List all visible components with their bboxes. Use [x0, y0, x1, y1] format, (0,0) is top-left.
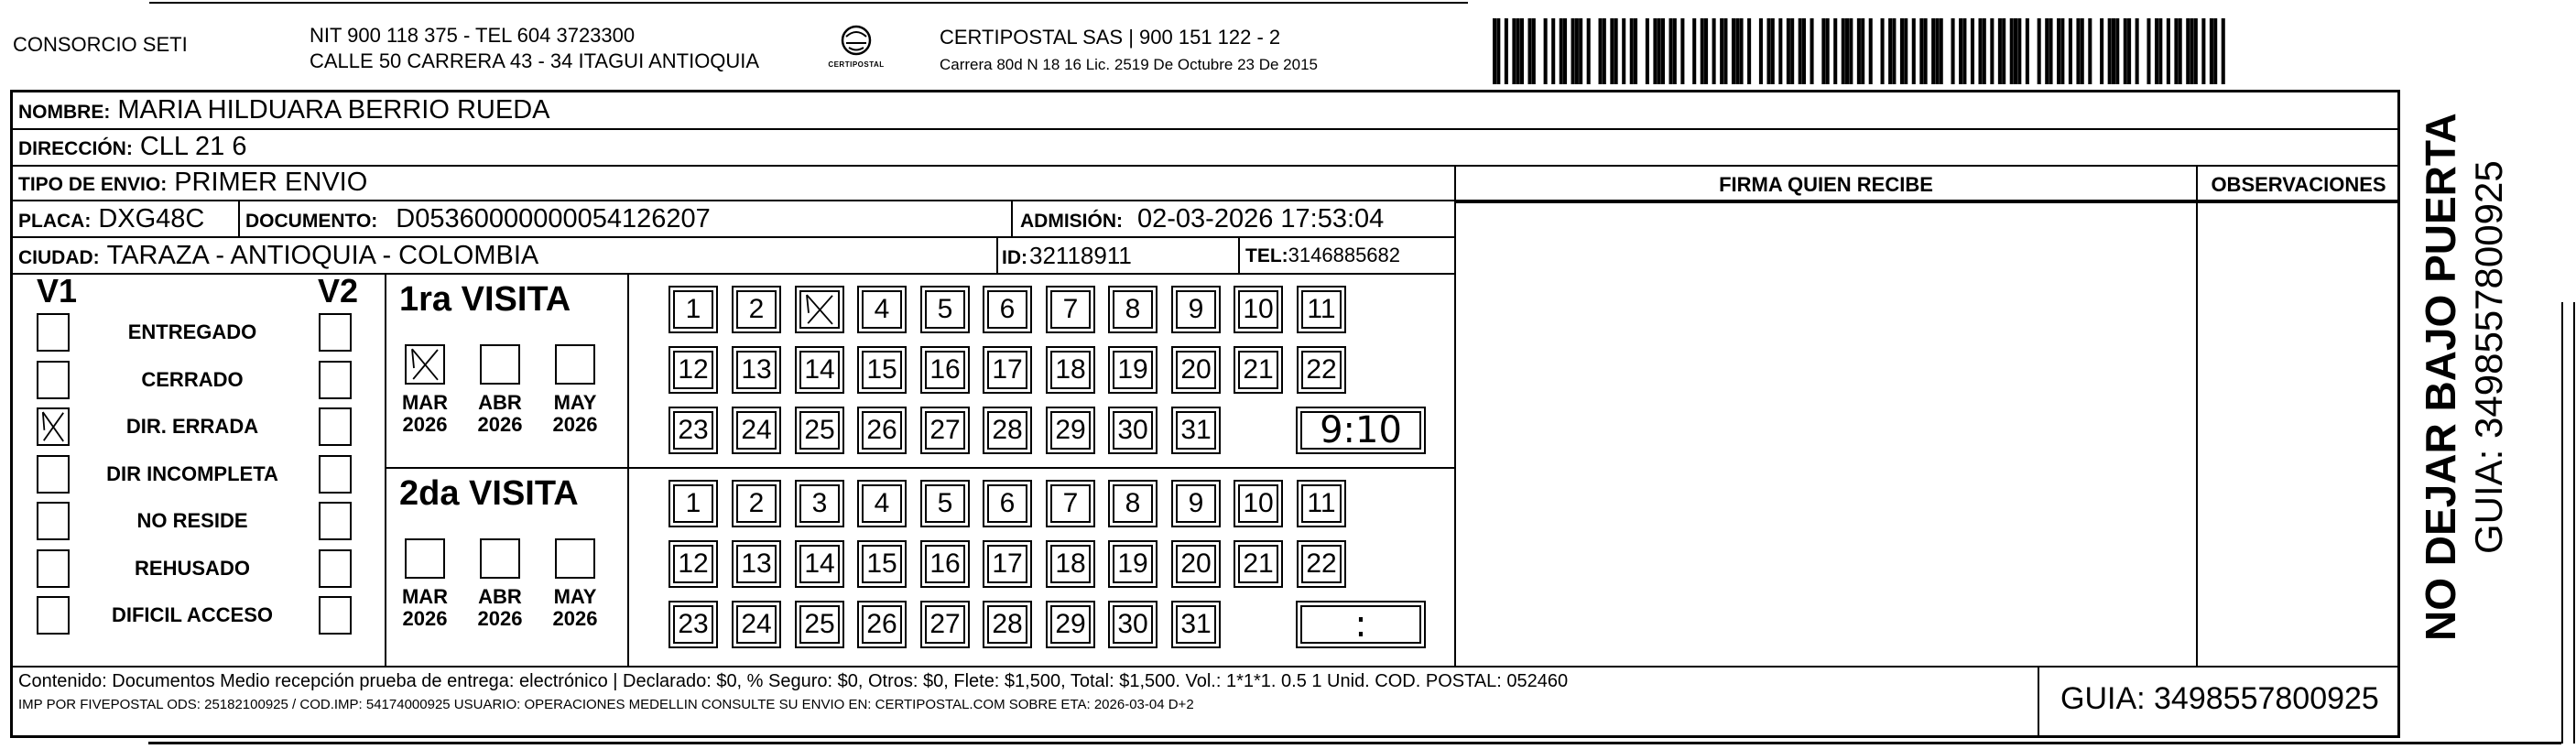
day-box[interactable]	[1176, 545, 1216, 583]
day-box[interactable]	[987, 290, 1027, 329]
day-box[interactable]	[925, 545, 965, 583]
month-label	[393, 392, 457, 436]
footer-divider	[2038, 666, 2039, 738]
day-box[interactable]	[736, 290, 777, 329]
right-rule	[2573, 302, 2575, 744]
day-number: 22	[1306, 354, 1337, 385]
name-field	[18, 93, 549, 131]
status-label: NO RESIDE	[136, 509, 248, 532]
day-number: 23	[678, 609, 709, 639]
day-number: 26	[866, 609, 897, 639]
day-number: 12	[678, 548, 709, 579]
city-field	[18, 239, 538, 277]
status-label: DIR INCOMPLETA	[106, 461, 278, 485]
top-rule	[149, 2, 1468, 4]
day-number: 9	[1188, 294, 1204, 324]
day-number: 10	[1243, 488, 1274, 518]
day-number: 7	[1062, 488, 1079, 518]
day-number: 21	[1243, 548, 1274, 579]
day-box[interactable]	[736, 351, 777, 389]
month-name: ABR	[478, 585, 522, 608]
day-number: 17	[992, 354, 1023, 385]
month-name: MAY	[553, 585, 597, 608]
day-box[interactable]	[1238, 290, 1278, 329]
day-box[interactable]	[862, 484, 902, 523]
nit-line: NIT 900 118 375 - TEL 604 3723300	[310, 24, 636, 47]
v1-checkbox[interactable]	[37, 407, 70, 446]
day-number: 24	[741, 415, 772, 445]
day-number: 10	[1243, 294, 1274, 324]
day-box[interactable]	[862, 605, 902, 644]
row-divider	[11, 165, 2399, 167]
logo-text: CERTIPOSTAL	[828, 60, 885, 69]
month-year: 2026	[402, 413, 448, 436]
tel-value: 3146885682	[1288, 244, 1401, 266]
v2-checkbox[interactable]	[319, 361, 352, 399]
cell-divider	[996, 237, 998, 274]
day-box[interactable]	[673, 351, 713, 389]
status-label: ENTREGADO	[127, 320, 257, 343]
day-box[interactable]	[736, 484, 777, 523]
day-box[interactable]	[1050, 484, 1091, 523]
id-field	[1002, 239, 1132, 277]
bottom-rule	[148, 742, 2561, 744]
v2-checkbox[interactable]	[319, 455, 352, 494]
day-number: 20	[1180, 548, 1212, 579]
month-checkbox[interactable]	[480, 344, 520, 385]
day-number: 23	[678, 415, 709, 445]
day-box[interactable]	[925, 351, 965, 389]
day-box[interactable]	[1050, 605, 1091, 644]
observations-area[interactable]	[2200, 203, 2397, 664]
day-box[interactable]	[925, 605, 965, 644]
day-number: 6	[999, 488, 1016, 518]
day-number: 6	[999, 294, 1016, 324]
day-box[interactable]	[925, 484, 965, 523]
day-box[interactable]	[862, 545, 902, 583]
day-number: 22	[1306, 548, 1337, 579]
v2-label: V2	[318, 272, 359, 309]
day-box[interactable]	[799, 411, 840, 450]
day-box[interactable]	[799, 290, 840, 329]
operator-line: CERTIPOSTAL SAS | 900 151 122 - 2	[940, 26, 1281, 49]
day-number: 18	[1055, 548, 1086, 579]
day-box[interactable]	[673, 545, 713, 583]
day-number: 2	[748, 488, 765, 518]
day-box[interactable]	[673, 411, 713, 450]
tel-label: TEL:	[1245, 245, 1288, 266]
day-number: 29	[1055, 415, 1086, 445]
v1-checkbox[interactable]	[37, 361, 70, 399]
month-year: 2026	[552, 413, 598, 436]
day-number: 4	[874, 294, 890, 324]
day-box[interactable]	[799, 605, 840, 644]
day-box[interactable]	[987, 545, 1027, 583]
day-number: 30	[1117, 415, 1148, 445]
cell-divider	[238, 201, 240, 237]
day-box[interactable]	[1050, 351, 1091, 389]
document-label: DOCUMENTO:	[245, 211, 378, 232]
day-box[interactable]	[799, 351, 840, 389]
contents-line: Contenido: Documentos Medio recepción prueba de entrega: electrónico | Declarado: $0, % Seguro: $0, Otros: $0, Flete: $1,500, Total: $1,500. Vol.: 1*1*1. 0.5 1 Unid. COD. POSTAL: 052460	[18, 671, 1569, 691]
day-number: 13	[741, 354, 772, 385]
day-box[interactable]	[1301, 290, 1342, 329]
month-year: 2026	[552, 607, 598, 630]
x-mark-icon	[801, 292, 838, 327]
address-line: CALLE 50 CARRERA 43 - 34 ITAGUI ANTIOQUIA	[310, 49, 760, 72]
day-number: 31	[1180, 415, 1212, 445]
day-number: 30	[1117, 609, 1148, 639]
day-box[interactable]	[1113, 351, 1153, 389]
status-label: DIFICIL ACCESO	[111, 603, 273, 626]
send-type-value: PRIMER ENVIO	[174, 168, 368, 197]
day-box[interactable]	[987, 484, 1027, 523]
day-number: 13	[741, 548, 772, 579]
observations-column-title: OBSERVACIONES	[2211, 173, 2386, 196]
day-box[interactable]	[673, 290, 713, 329]
day-box[interactable]	[736, 411, 777, 450]
status-label: CERRADO	[141, 367, 244, 391]
admission-field	[1020, 202, 1384, 240]
day-number: 14	[804, 548, 835, 579]
day-number: 20	[1180, 354, 1212, 385]
day-box[interactable]	[1113, 411, 1153, 450]
v2-checkbox[interactable]	[319, 502, 352, 540]
id-label: ID:	[1002, 247, 1027, 268]
day-box[interactable]	[1176, 605, 1216, 644]
day-box[interactable]	[1050, 545, 1091, 583]
day-box[interactable]	[799, 484, 840, 523]
day-number: 11	[1307, 294, 1336, 324]
day-number: 24	[741, 609, 772, 639]
cell-divider	[1238, 237, 1240, 274]
status-label: REHUSADO	[135, 556, 250, 580]
day-box[interactable]	[1176, 351, 1216, 389]
month-name: MAY	[553, 391, 597, 414]
plate-value: DXG48C	[98, 204, 205, 233]
day-number: 26	[866, 415, 897, 445]
logo-icon	[824, 22, 888, 77]
day-number: 29	[1055, 609, 1086, 639]
day-number: 25	[804, 609, 835, 639]
name-value: MARIA HILDUARA BERRIO RUEDA	[117, 95, 550, 125]
month-label	[468, 586, 532, 630]
address-value: CLL 21 6	[139, 132, 247, 161]
day-box[interactable]	[925, 411, 965, 450]
day-number: 16	[929, 548, 961, 579]
month-year: 2026	[402, 607, 448, 630]
day-box[interactable]	[673, 605, 713, 644]
day-box[interactable]	[862, 290, 902, 329]
day-box[interactable]	[1113, 290, 1153, 329]
day-number: 15	[866, 548, 897, 579]
signature-area[interactable]	[1458, 203, 2194, 664]
day-box[interactable]	[1176, 290, 1216, 329]
status-label: DIR. ERRADA	[125, 415, 259, 438]
day-box[interactable]	[987, 411, 1027, 450]
visit-title: 2da VISITA	[399, 474, 579, 513]
col-divider	[2196, 165, 2198, 666]
day-number: 2	[748, 294, 765, 324]
document-value: D05360000000054126207	[396, 204, 711, 233]
day-box[interactable]	[1113, 484, 1153, 523]
tel-field	[1245, 239, 1400, 275]
visit-divider-v	[627, 273, 629, 666]
v1-checkbox[interactable]	[37, 455, 70, 494]
address-field	[18, 130, 246, 168]
day-box[interactable]	[862, 411, 902, 450]
v1-label: V1	[37, 272, 78, 309]
day-number: 27	[929, 415, 961, 445]
day-number: 15	[866, 354, 897, 385]
day-box[interactable]	[1301, 545, 1342, 583]
day-box[interactable]	[1238, 351, 1278, 389]
certipostal-logo	[824, 22, 888, 77]
day-box[interactable]	[1050, 411, 1091, 450]
v1-checkbox[interactable]	[37, 549, 70, 588]
day-number: 7	[1062, 294, 1079, 324]
month-name: ABR	[478, 391, 522, 414]
month-year: 2026	[477, 607, 523, 630]
visit-time-field[interactable]: 9:10	[1300, 411, 1421, 450]
day-number: 1	[685, 294, 701, 324]
day-box[interactable]	[862, 351, 902, 389]
day-box[interactable]	[1238, 545, 1278, 583]
plate-field	[18, 202, 204, 240]
v2-checkbox[interactable]	[319, 313, 352, 352]
day-box[interactable]	[1050, 290, 1091, 329]
license-line: Carrera 80d N 18 16 Lic. 2519 De Octubre 23 De 2015	[940, 56, 1318, 73]
day-box[interactable]	[987, 351, 1027, 389]
city-label: CIUDAD:	[18, 247, 100, 268]
month-label	[543, 586, 607, 630]
day-number: 5	[937, 488, 953, 518]
day-number: 8	[1125, 488, 1141, 518]
v1-checkbox[interactable]	[37, 313, 70, 352]
day-number: 19	[1117, 548, 1148, 579]
day-number: 18	[1055, 354, 1086, 385]
send-type-field	[18, 166, 367, 203]
day-box[interactable]	[1301, 351, 1342, 389]
day-number: 28	[992, 415, 1023, 445]
address-label: DIRECCIÓN:	[18, 138, 133, 159]
plate-label: PLACA:	[18, 211, 92, 232]
cell-divider	[1011, 201, 1013, 237]
month-checkbox[interactable]	[555, 538, 595, 579]
day-number: 21	[1243, 354, 1274, 385]
day-number: 16	[929, 354, 961, 385]
day-box[interactable]	[1301, 484, 1342, 523]
day-box[interactable]	[1176, 411, 1216, 450]
month-label	[543, 392, 607, 436]
month-name: MAR	[401, 585, 449, 608]
visit-time-field[interactable]: :	[1300, 605, 1421, 644]
day-number: 11	[1307, 488, 1336, 518]
day-box[interactable]	[987, 605, 1027, 644]
day-box[interactable]	[736, 545, 777, 583]
day-number: 17	[992, 548, 1023, 579]
name-label: NOMBRE:	[18, 102, 111, 123]
day-box[interactable]	[925, 290, 965, 329]
day-number: 3	[811, 488, 828, 518]
day-number: 5	[937, 294, 953, 324]
month-checkbox[interactable]	[555, 344, 595, 385]
barcode-icon	[1493, 18, 2225, 84]
day-box[interactable]	[799, 545, 840, 583]
day-number: 4	[874, 488, 890, 518]
month-checkbox[interactable]	[480, 538, 520, 579]
v2-checkbox[interactable]	[319, 549, 352, 588]
x-mark-icon	[38, 409, 68, 444]
status-divider	[385, 273, 386, 666]
day-number: 8	[1125, 294, 1141, 324]
signature-column-title: FIRMA QUIEN RECIBE	[1719, 173, 1933, 196]
v2-checkbox[interactable]	[319, 596, 352, 635]
admission-value: 02-03-2026 17:53:04	[1137, 204, 1385, 233]
side-guia-number: GUIA: 3498557800925	[2467, 160, 2510, 554]
day-box[interactable]	[736, 605, 777, 644]
imp-line: IMP POR FIVEPOSTAL ODS: 25182100925 / COD.IMP: 54174000925 USUARIO: OPERACIONES MEDELLIN CONSULTE SU ENVIO EN: CERTIPOSTAL.COM SOBRE ETA: 2026-03-04 D+2	[18, 697, 1194, 712]
id-value: 32118911	[1029, 242, 1132, 269]
guia-number: GUIA: 3498557800925	[2060, 681, 2379, 716]
day-box[interactable]	[1238, 484, 1278, 523]
day-number: 27	[929, 609, 961, 639]
day-box[interactable]	[1113, 545, 1153, 583]
day-number: 19	[1117, 354, 1148, 385]
day-number: 28	[992, 609, 1023, 639]
day-box[interactable]	[1113, 605, 1153, 644]
month-label	[468, 392, 532, 436]
month-name: MAR	[401, 391, 449, 414]
v2-checkbox[interactable]	[319, 407, 352, 446]
no-dejar-bajo-puerta-warning: NO DEJAR BAJO PUERTA	[2417, 113, 2464, 641]
row-divider	[11, 666, 2399, 668]
city-value: TARAZA - ANTIOQUIA - COLOMBIA	[106, 241, 539, 270]
v1-checkbox[interactable]	[37, 502, 70, 540]
month-label	[393, 586, 457, 630]
document-field	[245, 202, 711, 240]
day-number: 31	[1180, 609, 1212, 639]
col-divider	[1454, 165, 1456, 666]
send-type-label: TIPO DE ENVIO:	[18, 174, 168, 195]
x-mark-icon	[407, 346, 443, 383]
admission-label: ADMISIÓN:	[1020, 211, 1123, 232]
day-number: 9	[1188, 488, 1204, 518]
day-number: 1	[685, 488, 701, 518]
visit-title: 1ra VISITA	[399, 280, 571, 319]
month-checkbox[interactable]	[405, 538, 445, 579]
day-number: 14	[804, 354, 835, 385]
day-box[interactable]	[1176, 484, 1216, 523]
month-year: 2026	[477, 413, 523, 436]
day-number: 25	[804, 415, 835, 445]
day-box[interactable]	[673, 484, 713, 523]
month-checkbox[interactable]	[405, 344, 445, 385]
visit-divider	[385, 467, 1454, 469]
day-number: 12	[678, 354, 709, 385]
right-rule	[2561, 302, 2563, 744]
company-name: CONSORCIO SETI	[13, 33, 188, 56]
v1-checkbox[interactable]	[37, 596, 70, 635]
